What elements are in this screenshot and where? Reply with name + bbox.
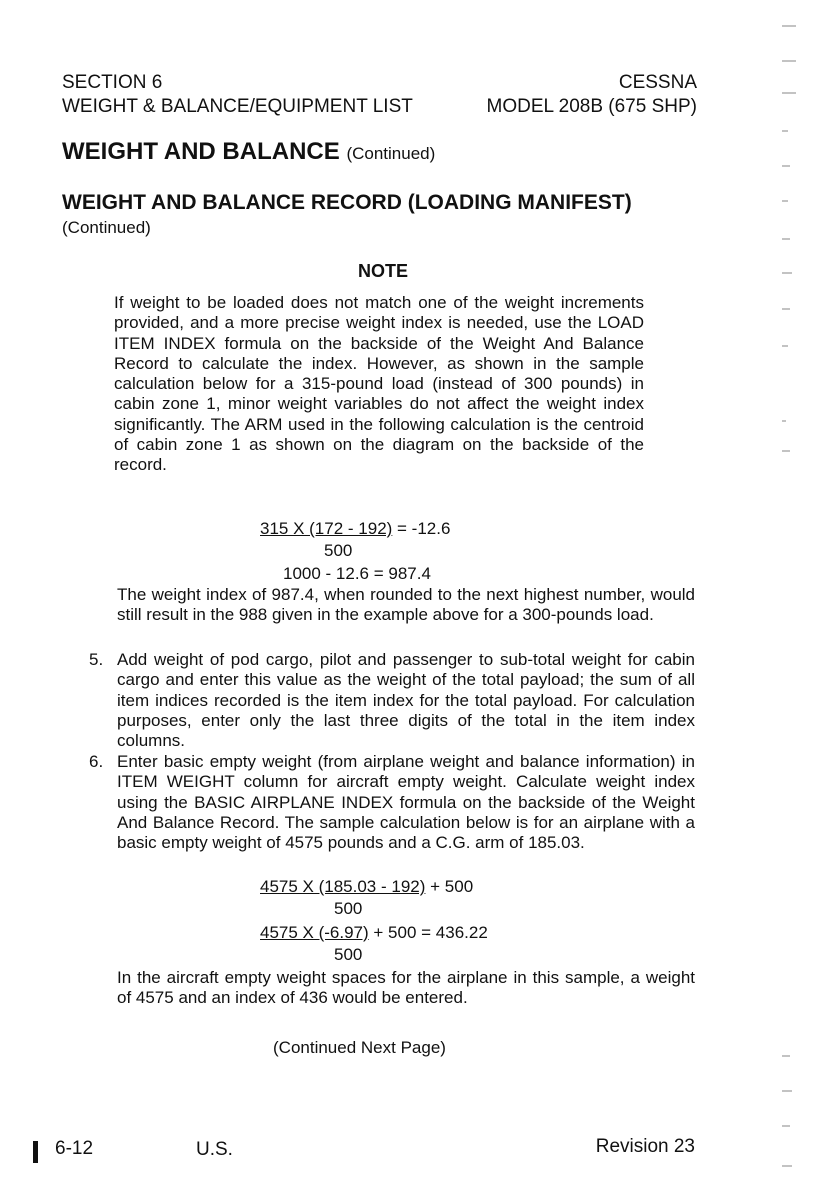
scan-edge-marks — [782, 0, 802, 1187]
paragraph-after-calc2: In the aircraft empty weight spaces for the airplane in this sample, a weight of 4575 and an index of 436 would be entered. — [117, 968, 695, 1008]
note-title: NOTE — [357, 261, 408, 281]
section-number: SECTION 6 — [62, 72, 163, 93]
calc2-suffix1: + 500 — [425, 877, 474, 896]
section-title: WEIGHT & BALANCE/EQUIPMENT LIST — [62, 96, 413, 117]
brand-name: CESSNA — [618, 72, 697, 93]
calc2-line1 — [260, 877, 473, 897]
calc2-numerator2: 4575 X (-6.97) — [260, 923, 369, 942]
calc1-numerator: 315 X (172 - 192) — [260, 519, 393, 538]
revision-bar — [33, 1141, 38, 1163]
step-5-text: Add weight of pod cargo, pilot and passenger to sub-total weight for cabin cargo and enter this value as the weight of the total payload; the sum of all item indices recorded is the item index for the total payload. For calculation purposes, enter only the last three digits of the total in the item index columns. — [117, 650, 695, 751]
calc2-line2 — [260, 923, 488, 943]
calc2-denominator2: 500 — [334, 945, 363, 964]
calc2-denominator1: 500 — [334, 899, 363, 918]
section-heading-suffix: (Continued) — [62, 218, 151, 237]
step-6-number: 6. — [89, 752, 104, 771]
page-title — [62, 138, 435, 166]
note-body: If weight to be loaded does not match one of the weight increments provided, and a more precise weight index is needed, use the LOAD ITEM INDEX formula on the backside of the Weight And Balance Record to calculate the index. However, as shown in the sample calculation below for a 315-pound load (instead of 300 pounds) in cabin zone 1, minor weight variables do not affect the weight index significantly. The ARM used in the following calculation is the centroid of cabin zone 1 as shown on the diagram on the backside of the record. — [114, 293, 644, 475]
calc1-result: = -12.6 — [392, 519, 451, 538]
page-title-suffix: (Continued) — [346, 144, 436, 163]
calc1-denominator: 500 — [324, 541, 353, 560]
section-heading: WEIGHT AND BALANCE RECORD (LOADING MANIFEST) — [62, 191, 632, 214]
calc1-line2: 1000 - 12.6 = 987.4 — [283, 564, 431, 583]
calc1-numerator-line — [260, 519, 450, 539]
page-number: 6-12 — [55, 1138, 94, 1159]
calc2-numerator1: 4575 X (185.03 - 192) — [260, 877, 426, 896]
page-title-main: WEIGHT AND BALANCE — [62, 138, 340, 165]
continued-next-page: (Continued Next Page) — [273, 1038, 446, 1057]
region-label: U.S. — [196, 1139, 233, 1160]
paragraph-after-calc1: The weight index of 987.4, when rounded to the next highest number, would still result in the 988 given in the example above for a 300-pounds load. — [117, 585, 695, 625]
step-6-text: Enter basic empty weight (from airplane weight and balance information) in ITEM WEIGHT column for aircraft empty weight. Calculate weight index using the BASIC AIRPLANE INDEX formula on the backside of the Weight And Balance Record. The sample calculation below is for an airplane with a basic empty weight of 4575 pounds and a C.G. arm of 185.03. — [117, 752, 695, 853]
revision-label: Revision 23 — [595, 1136, 695, 1157]
model-name: MODEL 208B (675 SHP) — [486, 96, 697, 117]
step-5-number: 5. — [89, 650, 104, 669]
calc2-suffix2: + 500 = 436.22 — [368, 923, 488, 942]
